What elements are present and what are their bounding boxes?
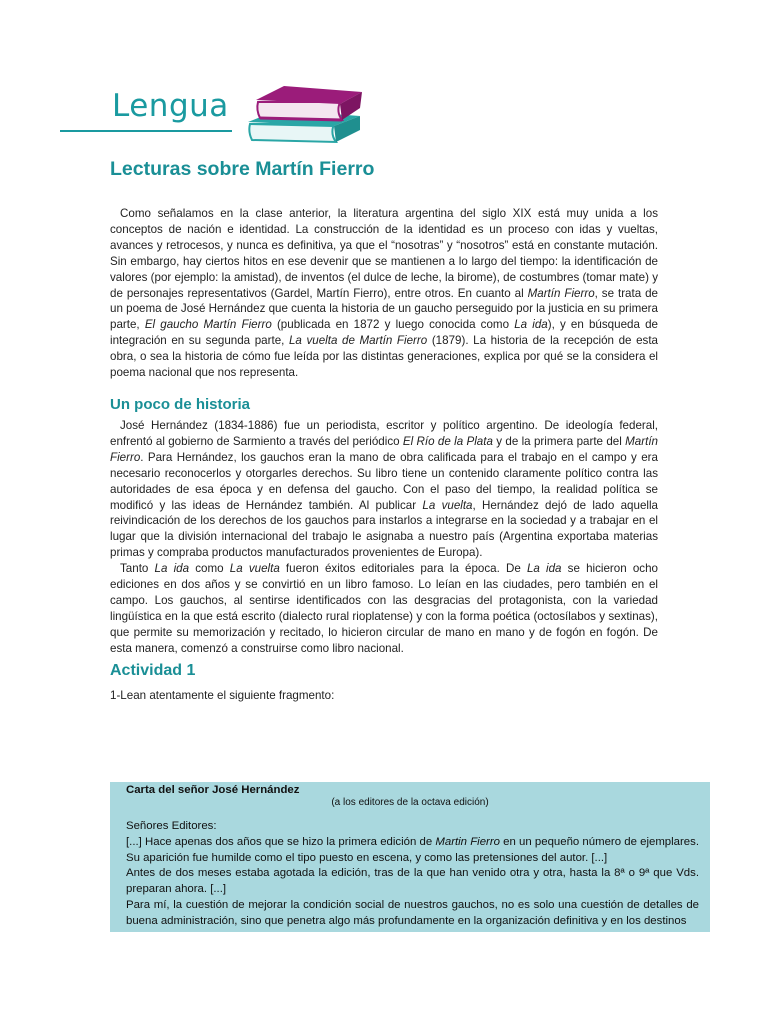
intro-paragraph: Como señalamos en la clase anterior, la literatura argentina del siglo XIX está muy unida a los conceptos de nación e identidad. La construcción de la identidad es un proceso con idas y vueltas, avances y retrocesos, y nunca es definitiva, ya que el “nosotras” y “nosotros” está en constante mutación. Sin embargo, hay ciertos hitos en ese devenir que se mantienen a lo largo del tiempo: la identificación de valores (por ejemplo: la amistad), de inventos (el dulce de leche, la birome), de costumbres (tomar mate) y de personajes representativos (Gardel, Martín Fierro), entre otros. En cuanto al Martín Fierro, se trata de un poema de José Hernández que cuenta la historia de un gaucho perseguido por la justicia en su primera parte, El gaucho Martín Fierro (publicada en 1872 y luego conocida como La ida), y en búsqueda de integración en su segunda parte, La vuelta de Martín Fierro (1879). La historia de la recepción de esta obra, o sea la historia de cómo fue leída por las distintas generaciones, explica por qué se la considera el poema nacional que nos representa. bbox=[110, 207, 658, 380]
letter-paragraph-3: Para mí, la cuestión de mejorar la condición social de nuestros gauchos, no es solo una cuestión de detalles de buena administración, sino que penetra algo más profundamente en la organización definitiva y en los destinos bbox=[126, 898, 699, 927]
history-section bbox=[110, 418, 658, 657]
header-divider bbox=[60, 130, 232, 132]
activity-instruction: 1-Lean atentamente el siguiente fragmento: bbox=[110, 689, 335, 702]
letter-greeting: Señores Editores: bbox=[126, 820, 217, 832]
letter-title: Carta del señor José Hernández bbox=[126, 784, 300, 796]
letter-paragraph-2: Antes de dos meses estaba agotada la edición, tras de la que han venido otra y otra, hasta la 8ª o 9ª que Vds. preparan ahora. [...] bbox=[126, 867, 699, 896]
letter-body bbox=[126, 835, 699, 929]
activity-heading: Actividad 1 bbox=[110, 662, 196, 679]
books-icon bbox=[244, 80, 362, 144]
history-paragraph-1: José Hernández (1834-1886) fue un periodista, escritor y político argentino. De ideología federal, enfrentó al gobierno de Sarmiento a través del periódico El Río de la Plata y de la primera parte del Martín Fierro. Para Hernández, los gauchos eran la mano de obra calificada para el trabajo en el campo y era necesario reconocerlos y otorgarles derechos. Su libro tiene un contenido claramente político contra las autoridades de esa época y en defensa del gaucho. Con el paso del tiempo, la realidad política se modificó y las ideas de Hernández también. Al publicar La vuelta, Hernández dejó de lado aquella reivindicación de los derechos de los gauchos para instarlos a integrarse en la sociedad y a trabajar en el lugar que la división internacional del trabajo le asignaba a nuestro país (Argentina exportaba materias primas y compraba productos manufacturados provenientes de Europa). bbox=[110, 419, 658, 560]
section-heading: Un poco de historia bbox=[110, 396, 251, 413]
header-title: Lengua bbox=[112, 88, 229, 124]
letter-subtitle: (a los editores de la octava edición) bbox=[331, 797, 489, 808]
history-paragraph-2: Tanto La ida como La vuelta fueron éxitos editoriales para la época. De La ida se hicieron ocho ediciones en dos años y se convirtió en un libro famoso. Lo leían en las ciudades, pero también en el campo. Los gauchos, al sentirse identificados con las desgracias del protagonista, con la variedad lingüística en la que está escrito (dialecto rural rioplatense) y con la forma poética (octosílabos y sextinas), que permite su memorización y recitado, lo hicieron circular de mano en mano y de fogón en fogón. De esta manera, comenzó a construirse como libro nacional. bbox=[110, 562, 658, 655]
letter-fragment-box bbox=[110, 782, 710, 932]
document-title: Lecturas sobre Martín Fierro bbox=[110, 158, 375, 180]
letter-paragraph-1: [...] Hace apenas dos años que se hizo la primera edición de Martin Fierro en un pequeño número de ejemplares. Su aparición fue humilde como el tipo puesto en escena, y como las pretensiones del autor. [...] bbox=[126, 836, 699, 864]
